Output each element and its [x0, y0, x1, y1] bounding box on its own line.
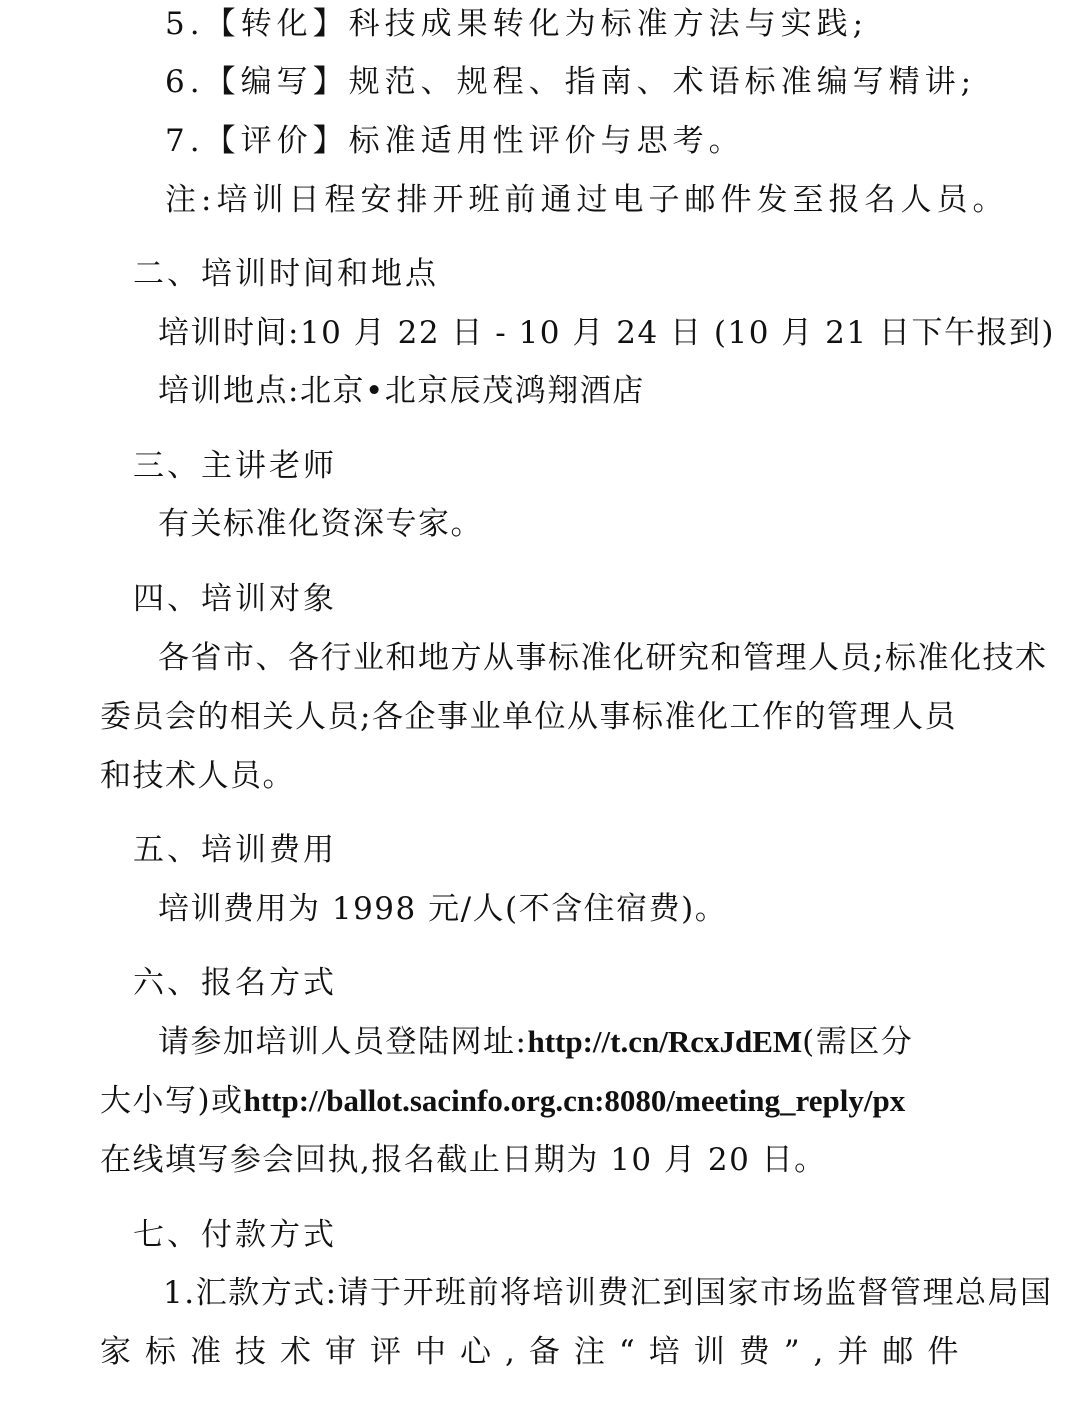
registration-line-1: [158, 1022, 913, 1062]
audience-line-2: 委员会的相关人员;各企事业单位从事标准化工作的管理人员: [100, 699, 957, 735]
case-sensitive-note-cont: 大小写)或: [100, 1083, 244, 1119]
fee-text: 培训费用为 1998 元/人(不含住宿费)。: [158, 891, 728, 927]
audience-line-1: 各省市、各行业和地方从事标准化研究和管理人员;标准化技术: [158, 640, 1048, 676]
case-sensitive-note: (需区分: [802, 1024, 914, 1060]
agenda-item-7: 7.【评价】标准适用性评价与思考。: [165, 123, 745, 159]
registration-deadline: 在线填写参会回执,报名截止日期为 10 月 20 日。: [100, 1142, 827, 1178]
section-7-heading: 七、付款方式: [133, 1217, 337, 1253]
section-4-heading: 四、培训对象: [133, 581, 337, 617]
schedule-note: 注:培训日程安排开班前通过电子邮件发至报名人员。: [165, 182, 1009, 218]
lecturer-text: 有关标准化资深专家。: [158, 506, 483, 542]
training-time: 培训时间:10 月 22 日 - 10 月 24 日 (10 月 21 日下午报到): [158, 315, 1056, 351]
audience-line-3: 和技术人员。: [100, 758, 295, 794]
training-place: 培训地点:北京•北京辰茂鸿翔酒店: [158, 373, 645, 409]
registration-full-link[interactable]: http://ballot.sacinfo.org.cn:8080/meeting_reply/px: [243, 1083, 906, 1118]
section-3-heading: 三、主讲老师: [133, 448, 337, 484]
payment-line-2: 家标准技术审评中心,备注“培训费”,并邮件: [100, 1334, 973, 1370]
agenda-item-6: 6.【编写】规范、规程、指南、术语标准编写精讲;: [165, 64, 977, 100]
payment-line-1: 1.汇款方式:请于开班前将培训费汇到国家市场监督管理总局国: [163, 1275, 1053, 1311]
registration-line-2: [100, 1081, 905, 1121]
agenda-item-5: 5.【转化】科技成果转化为标准方法与实践;: [165, 6, 869, 42]
section-2-heading: 二、培训时间和地点: [133, 256, 439, 292]
section-5-heading: 五、培训费用: [133, 832, 337, 868]
section-6-heading: 六、报名方式: [133, 965, 337, 1001]
registration-intro: 请参加培训人员登陆网址:: [158, 1024, 528, 1060]
registration-short-link[interactable]: http://t.cn/RcxJdEM: [527, 1024, 803, 1059]
